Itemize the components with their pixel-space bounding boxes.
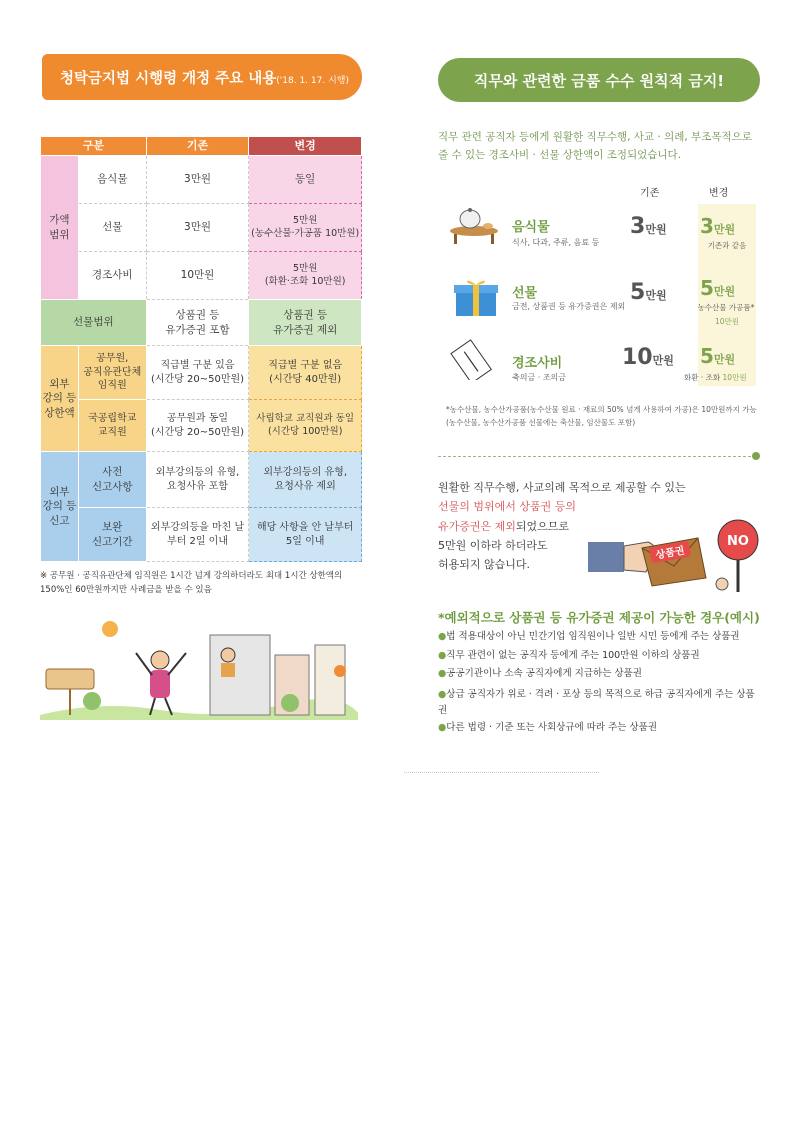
item-condolence-old-num: 10 <box>622 345 653 370</box>
exception-item: ●공공기관이나 소속 공직자에게 지급하는 상품권 <box>438 668 642 680</box>
left-title: 청탁금지법 시행령 개정 주요 내용 <box>60 71 277 87</box>
row-prior-old: 외부강의등의 유형, 요청사유 포함 <box>146 452 249 508</box>
row-public-label: 공무원, 공직유관단체 임직원 <box>78 346 146 400</box>
row-scope-new: 상품권 등 유가증권 제외 <box>249 300 362 346</box>
item-food-old-unit: 만원 <box>645 223 667 236</box>
left-title-date: ('18. 1. 17. 시행) <box>276 76 349 86</box>
voucher-notice-line-5: 허용되지 않습니다. <box>438 558 531 571</box>
row-food-new: 동일 <box>249 156 362 204</box>
col-new-header: 변경 <box>709 188 729 199</box>
item-gift-new-num: 5 <box>700 276 714 300</box>
row-school-old: 공무원과 동일 (시간당 20~50만원) <box>146 400 249 452</box>
item-food-title: 음식물 <box>512 220 550 235</box>
row-school-label: 국공립학교 교직원 <box>78 400 146 452</box>
row-public-new: 직급별 구분 없음 (시간당 40만원) <box>249 346 362 400</box>
group-price-range: 가액 범위 <box>41 156 79 300</box>
item-gift-new-sub: 농수산물 가공품* <box>697 303 755 312</box>
section-divider <box>438 456 756 457</box>
item-gift-old-unit: 만원 <box>645 289 667 302</box>
voucher-notice-line-3: 되었으므로 <box>515 519 570 533</box>
row-gift-old: 3만원 <box>146 204 249 252</box>
voucher-notice-line-3-hl: 유가증권은 제외 <box>438 519 516 533</box>
item-gift-new-sub2: 10만원 <box>714 317 740 326</box>
row-prior-new: 외부강의등의 유형, 요청사유 제외 <box>249 452 362 508</box>
left-title-banner <box>42 54 362 100</box>
row-public-old: 직급별 구분 있음 (시간당 20~50만원) <box>146 346 249 400</box>
item-food-old-num: 3 <box>630 214 646 239</box>
bullet-icon: ● <box>438 631 447 642</box>
bullet-icon: ● <box>438 668 447 680</box>
left-footnote: ※ 공무원 · 공직유관단체 임직원은 1시간 넘게 강의하더라도 최대 1시간 상한액의 150%인 60만원까지만 사례금을 받을 수 있음 <box>40 571 343 595</box>
row-condolence-new: 5만원 (화환·조화 10만원) <box>249 252 362 300</box>
cheering-people-illustration <box>40 615 358 720</box>
col-old-header: 기존 <box>640 188 660 199</box>
dotted-separator <box>404 772 599 773</box>
bullet-icon: ● <box>438 688 447 700</box>
exceptions-list <box>438 628 760 737</box>
exception-item: ●법 적용대상이 아닌 민간기업 임직원이나 일반 시민 등에게 주는 상품권 <box>438 631 740 642</box>
header-category: 구분 <box>41 137 147 156</box>
no-sign-label: NO <box>727 534 749 549</box>
row-supplement-old: 외부강의등을 마친 날 부터 2일 이내 <box>146 508 249 562</box>
exceptions-title: *예외적으로 상품권 등 유가증권 제공이 가능한 경우(예시) <box>438 610 760 625</box>
item-gift-old-num: 5 <box>630 280 646 305</box>
row-supplement-new: 해당 사항을 안 날부터 5일 이내 <box>249 508 362 562</box>
item-condolence-old-unit: 만원 <box>652 354 674 367</box>
exception-item: ●상급 공직자가 위로 · 격려 · 포상 등의 목적으로 하급 공직자에게 주는 상품권 <box>438 688 755 716</box>
bullet-icon: ● <box>438 649 447 661</box>
item-food-new-unit: 만원 <box>713 223 736 236</box>
group-lecture-report: 외부 강의 등 신고 <box>41 452 79 562</box>
item-gift-sub: 금전, 상품권 등 유가증권은 제외 <box>512 302 626 311</box>
row-gift-new: 5만원 (농수산물·가공품 10만원) <box>249 204 362 252</box>
gift-box-icon <box>452 276 500 318</box>
exception-item: ●다른 법령 · 기준 또는 사회상규에 따라 주는 상품권 <box>438 721 658 733</box>
intro-text: 직무 관련 공직자 등에게 원활한 직무수행, 사교 · 의례, 부조목적으로 줄 수 있는 경조사비 · 선물 상한액이 조정되었습니다. <box>438 131 752 162</box>
voucher-notice-line-4: 5만원 이하라 하더라도 <box>438 538 548 552</box>
item-food-new-num: 3 <box>700 214 714 238</box>
voucher-stamp-label: 상품권 <box>655 545 686 562</box>
item-gift-new-unit: 만원 <box>713 285 736 298</box>
group-lecture-fee: 외부 강의 등 상한액 <box>41 346 79 452</box>
bullet-icon: ● <box>438 721 447 733</box>
row-prior-label: 사전 신고사항 <box>78 452 146 508</box>
item-condolence-new-unit: 만원 <box>713 353 736 366</box>
voucher-notice-line-2: 선물의 범위에서 상품권 등의 <box>438 500 577 514</box>
row-food-label: 음식물 <box>78 156 146 204</box>
row-school-new: 사립학교 교직원과 동일 (시간당 100만원) <box>249 400 362 452</box>
right-title-banner <box>438 58 760 102</box>
item-condolence-new-sub: 화환 · 조화 <box>684 373 721 382</box>
group-gift-scope: 선물범위 <box>41 300 147 346</box>
voucher-notice-line-1: 원활한 직무수행, 사교의례 목적으로 제공할 수 있는 <box>438 481 686 494</box>
row-supplement-label: 보완 신고기간 <box>78 508 146 562</box>
divider-dot <box>752 452 760 460</box>
header-new: 변경 <box>249 137 362 156</box>
item-condolence-new-sub2: 10만원 <box>722 373 747 382</box>
voucher-refusal-illustration <box>588 512 760 598</box>
item-condolence-new-num: 5 <box>700 344 714 368</box>
row-gift-label: 선물 <box>78 204 146 252</box>
row-food-old: 3만원 <box>146 156 249 204</box>
exception-item: ●직무 관련이 없는 공직자 등에게 주는 100만원 이하의 상품권 <box>438 649 700 661</box>
item-food-sub: 식사, 다과, 주류, 음료 등 <box>512 238 600 247</box>
food-table-icon <box>448 207 500 247</box>
item-food-new-sub: 기존과 같음 <box>707 241 747 250</box>
row-condolence-label: 경조사비 <box>78 252 146 300</box>
envelope-icon <box>448 338 498 380</box>
item-condolence-sub: 축의금 · 조의금 <box>512 373 566 382</box>
row-scope-old: 상품권 등 유가증권 포함 <box>146 300 249 346</box>
row-condolence-old: 10만원 <box>146 252 249 300</box>
item-condolence-title: 경조사비 <box>512 356 563 371</box>
amendment-table <box>40 136 362 562</box>
right-title: 직무와 관련한 금품 수수 원칙적 금지! <box>473 72 725 90</box>
item-gift-title: 선물 <box>512 286 538 301</box>
header-old: 기존 <box>146 137 249 156</box>
right-footnote: *농수산물, 농수산가공품(농수산물 원료 · 재료의 50% 넘게 사용하여 가공)은 10만원까지 가능(농수산물, 농수산가공품 선물에는 축산물, 임산물도 포함) <box>446 405 757 427</box>
